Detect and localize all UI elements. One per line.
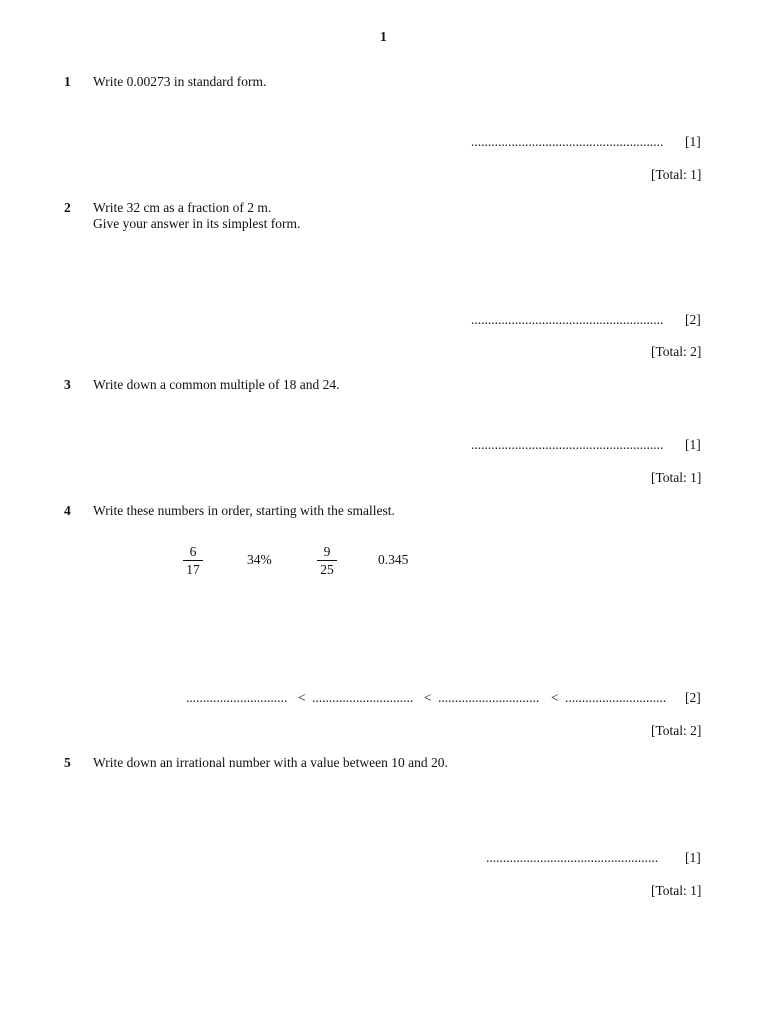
question-2-text-line-2: Give your answer in its simplest form.	[93, 216, 301, 231]
question-1-text: Write 0.00273 in standard form.	[93, 74, 267, 89]
page-number: 1	[380, 29, 387, 44]
question-3-text: Write down a common multiple of 18 and 24.	[93, 377, 340, 392]
fraction-bar	[317, 560, 337, 561]
question-1-number: 1	[64, 74, 71, 89]
question-5-number: 5	[64, 755, 71, 770]
question-3-answer-line[interactable]: .........................................................	[471, 437, 664, 452]
question-2-marks: [2]	[685, 312, 701, 327]
order-answer-3[interactable]: ..............................	[438, 690, 540, 705]
order-answer-1[interactable]: ..............................	[186, 690, 288, 705]
question-4-marks: [2]	[685, 690, 701, 705]
less-than-symbol: <	[551, 690, 559, 705]
question-2-total: [Total: 2]	[651, 344, 702, 359]
fraction-bar	[183, 560, 203, 561]
question-3-total: [Total: 1]	[651, 470, 702, 485]
question-2-answer-line[interactable]: .........................................................	[471, 312, 664, 327]
less-than-symbol: <	[298, 690, 306, 705]
question-4-number: 4	[64, 503, 71, 518]
question-3-number: 3	[64, 377, 71, 392]
question-5-text: Write down an irrational number with a value between 10 and 20.	[93, 755, 448, 770]
less-than-symbol: <	[424, 690, 432, 705]
decimal-value: 0.345	[378, 552, 409, 567]
question-5-marks: [1]	[685, 850, 701, 865]
question-3-marks: [1]	[685, 437, 701, 452]
order-answer-4[interactable]: ..............................	[565, 690, 667, 705]
percent-value: 34%	[247, 552, 272, 567]
question-2-number: 2	[64, 200, 71, 215]
fraction-numerator: 9	[323, 544, 331, 559]
question-4-text: Write these numbers in order, starting with the smallest.	[93, 503, 395, 518]
fraction-6-17	[183, 544, 203, 577]
question-1-total: [Total: 1]	[651, 167, 702, 182]
question-1-answer-line[interactable]: .........................................................	[471, 134, 664, 149]
order-answer-2[interactable]: ..............................	[312, 690, 414, 705]
fraction-9-25	[317, 544, 337, 577]
question-5-answer-line[interactable]: ...................................................	[486, 850, 659, 865]
fraction-denominator: 25	[320, 562, 334, 577]
fraction-denominator: 17	[186, 562, 200, 577]
fraction-numerator: 6	[189, 544, 197, 559]
question-2-text-line-1: Write 32 cm as a fraction of 2 m.	[93, 200, 272, 215]
question-1-marks: [1]	[685, 134, 701, 149]
question-4-total: [Total: 2]	[651, 723, 702, 738]
question-5-total: [Total: 1]	[651, 883, 702, 898]
